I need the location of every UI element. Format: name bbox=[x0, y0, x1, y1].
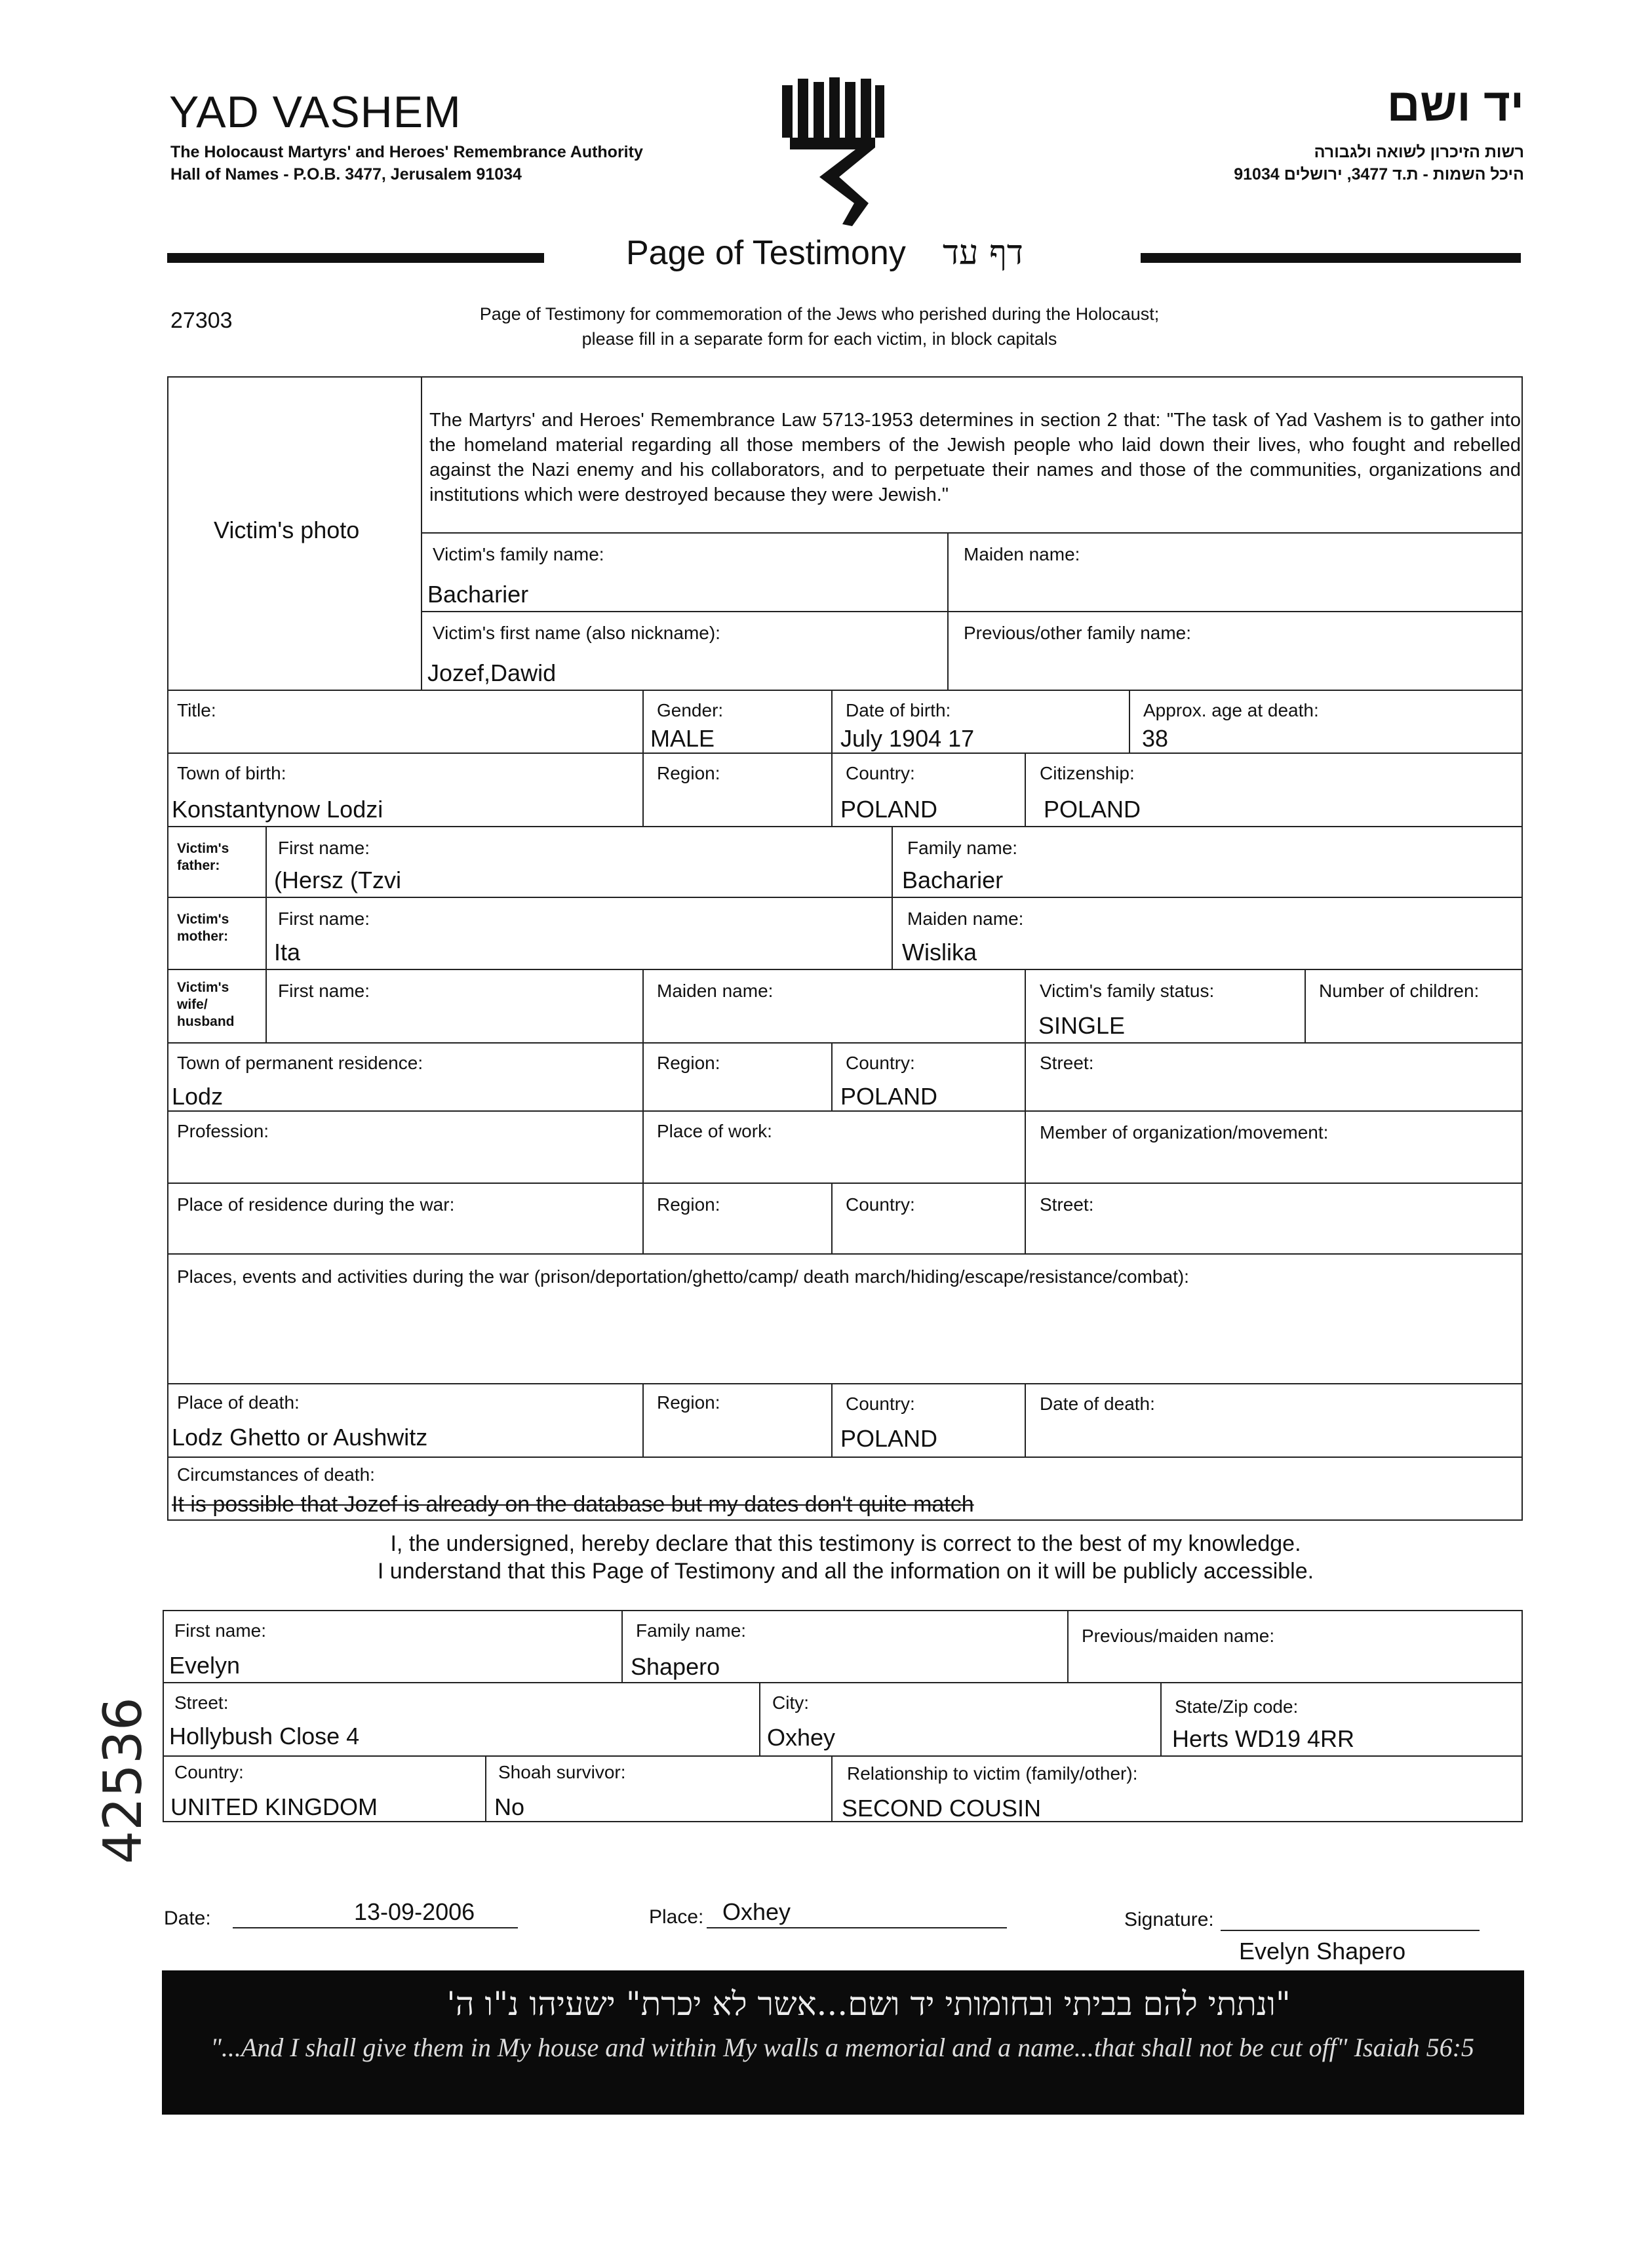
signature-underline bbox=[1221, 1930, 1480, 1931]
war-region-label: Region: bbox=[657, 1194, 720, 1215]
death-date-label: Date of death: bbox=[1040, 1394, 1155, 1414]
country-birth-label: Country: bbox=[846, 763, 915, 783]
family-status-label: Victim's family status: bbox=[1040, 981, 1215, 1001]
submitter-country-label: Country: bbox=[174, 1762, 244, 1782]
mother-maiden-label: Maiden name: bbox=[907, 909, 1024, 929]
place-label: Place: bbox=[649, 1906, 704, 1928]
submitter-first-value[interactable]: Evelyn bbox=[169, 1652, 241, 1679]
war-street-label: Street: bbox=[1040, 1194, 1094, 1215]
family-name-value[interactable]: Bacharier bbox=[427, 581, 529, 608]
father-family-label: Family name: bbox=[907, 838, 1018, 858]
org-name-he: יד ושם bbox=[1386, 79, 1524, 130]
declaration-line-2: I understand that this Page of Testimony and all the information on it will be publicly accessible. bbox=[377, 1559, 1314, 1584]
submitter-state-value[interactable]: Herts WD19 4RR bbox=[1172, 1725, 1355, 1752]
member-org-label: Member of organization/movement: bbox=[1040, 1122, 1329, 1143]
mother-side-label: Victim's mother: bbox=[177, 912, 229, 944]
page-title: Page of Testimony bbox=[626, 234, 906, 272]
father-side-label: Victim's father: bbox=[177, 841, 229, 873]
banner-quote-en: "...And I shall give them in My house and within My walls a memorial and a name...that shall not be cut off" Isaiah 56:5 bbox=[210, 2033, 1474, 2062]
submitter-state-label: State/Zip code: bbox=[1175, 1696, 1299, 1717]
dob-label: Date of birth: bbox=[846, 700, 951, 720]
remembrance-law-text: The Martyrs' and Heroes' Remembrance Law 5713-1953 determines in section 2 that: "The task of Yad Vashem is to gather into the homeland material regarding all those members of the Jewish people who laid down their lives, who fought and rebelled against the Nazi enemy and his collaborators, and to perpetuate their names and those of the communities, organizations and institutions which were destroyed because they were Jewish." bbox=[429, 410, 1521, 505]
father-family-value[interactable]: Bacharier bbox=[902, 867, 1004, 893]
banner-quote-he: "ונתתי להם בביתי ובחומותי יד ושם...אשר לא יכרת" ישעיהו נ"ו ה' bbox=[446, 1985, 1291, 2023]
death-region-label: Region: bbox=[657, 1392, 720, 1413]
gender-value[interactable]: MALE bbox=[650, 725, 715, 752]
place-value[interactable]: Oxhey bbox=[722, 1898, 791, 1925]
dob-value[interactable]: July 1904 17 bbox=[840, 725, 975, 752]
circumstances-value[interactable]: It is possible that Jozef is already on the database but my dates don't quite match bbox=[172, 1492, 974, 1517]
org-subtitle-en: The Holocaust Martyrs' and Heroes' Remembrance Authority bbox=[170, 143, 643, 161]
submitter-country-value[interactable]: UNITED KINGDOM bbox=[170, 1793, 378, 1820]
org-subtitle-he: רשות הזיכרון לשואה ולגבורה bbox=[1314, 143, 1524, 161]
maiden-name-label: Maiden name: bbox=[964, 544, 1080, 564]
death-place-label: Place of death: bbox=[177, 1392, 300, 1413]
death-place-value[interactable]: Lodz Ghetto or Aushwitz bbox=[172, 1424, 428, 1451]
gender-label: Gender: bbox=[657, 700, 724, 720]
war-country-label: Country: bbox=[846, 1194, 915, 1215]
residence-town-label: Town of permanent residence: bbox=[177, 1053, 423, 1073]
residence-country-label: Country: bbox=[846, 1053, 915, 1073]
town-birth-value[interactable]: Konstantynow Lodzi bbox=[172, 796, 383, 823]
submitter-street-label: Street: bbox=[174, 1692, 229, 1713]
citizenship-label: Citizenship: bbox=[1040, 763, 1135, 783]
war-residence-label: Place of residence during the war: bbox=[177, 1194, 455, 1215]
town-birth-label: Town of birth: bbox=[177, 763, 286, 783]
place-of-work-label: Place of work: bbox=[657, 1121, 772, 1141]
menorah-logo-icon bbox=[777, 72, 888, 229]
submitter-street-value[interactable]: Hollybush Close 4 bbox=[169, 1723, 360, 1750]
country-birth-value[interactable]: POLAND bbox=[840, 796, 938, 823]
prev-family-name-label: Previous/other family name: bbox=[964, 623, 1192, 643]
profession-label: Profession: bbox=[177, 1121, 269, 1141]
declaration-line-1: I, the undersigned, hereby declare that this testimony is correct to the best of my knowledge. bbox=[390, 1531, 1301, 1556]
submitter-first-label: First name: bbox=[174, 1620, 267, 1641]
death-country-value[interactable]: POLAND bbox=[840, 1425, 938, 1452]
title-rule-left bbox=[167, 253, 544, 263]
org-address-en: Hall of Names - P.O.B. 3477, Jerusalem 91034 bbox=[170, 165, 522, 184]
region-birth-label: Region: bbox=[657, 763, 720, 783]
residence-region-label: Region: bbox=[657, 1053, 720, 1073]
events-label: Places, events and activities during the war (prison/deportation/ghetto/camp/ death march/hiding/escape/resistance/combat): bbox=[177, 1266, 1189, 1287]
date-label: Date: bbox=[164, 1907, 211, 1929]
signature-value[interactable]: Evelyn Shapero bbox=[1239, 1938, 1406, 1965]
father-first-value[interactable]: (Hersz (Tzvi bbox=[274, 867, 401, 893]
org-address-he: היכל השמות - ת.ד 3477, ירושלים 91034 bbox=[1234, 165, 1524, 184]
father-first-label: First name: bbox=[278, 838, 370, 858]
signature-label: Signature: bbox=[1124, 1909, 1214, 1930]
residence-country-value[interactable]: POLAND bbox=[840, 1083, 938, 1110]
spouse-maiden-label: Maiden name: bbox=[657, 981, 774, 1001]
date-underline bbox=[233, 1927, 518, 1928]
mother-maiden-value[interactable]: Wislika bbox=[902, 939, 977, 966]
title-label: Title: bbox=[177, 700, 216, 720]
submitter-prev-label: Previous/maiden name: bbox=[1082, 1626, 1275, 1646]
family-status-value[interactable]: SINGLE bbox=[1038, 1012, 1126, 1039]
declaration bbox=[170, 1530, 1521, 1585]
age-value[interactable]: 38 bbox=[1142, 725, 1169, 752]
citizenship-value[interactable]: POLAND bbox=[1044, 796, 1141, 823]
submitter-family-label: Family name: bbox=[636, 1620, 747, 1641]
instructions-line-1: Page of Testimony for commemoration of the Jews who perished during the Holocaust; bbox=[479, 304, 1160, 324]
circumstances-label: Circumstances of death: bbox=[177, 1464, 375, 1485]
family-name-label: Victim's family name: bbox=[433, 544, 604, 564]
survivor-label: Shoah survivor: bbox=[498, 1762, 626, 1782]
submitter-family-value[interactable]: Shapero bbox=[631, 1653, 720, 1680]
victim-photo-label: Victim's photo bbox=[214, 517, 360, 543]
submitter-city-label: City: bbox=[772, 1692, 809, 1713]
mother-first-label: First name: bbox=[278, 909, 370, 929]
date-value[interactable]: 13-09-2006 bbox=[354, 1898, 475, 1925]
page-title-he: דף עד bbox=[943, 233, 1023, 273]
first-name-value[interactable]: Jozef,Dawid bbox=[427, 659, 557, 686]
mother-first-value[interactable]: Ita bbox=[274, 939, 301, 966]
first-name-label: Victim's first name (also nickname): bbox=[433, 623, 720, 643]
death-country-label: Country: bbox=[846, 1394, 915, 1414]
submitter-city-value[interactable]: Oxhey bbox=[767, 1724, 836, 1751]
relationship-label: Relationship to victim (family/other): bbox=[847, 1763, 1138, 1784]
children-label: Number of children: bbox=[1319, 981, 1480, 1001]
relationship-value[interactable]: SECOND COUSIN bbox=[842, 1795, 1042, 1822]
title-rule-right bbox=[1141, 253, 1521, 263]
side-handwritten-number: 42536 bbox=[92, 1697, 153, 1864]
place-underline bbox=[707, 1927, 1007, 1928]
age-label: Approx. age at death: bbox=[1143, 700, 1319, 720]
org-name-en: YAD VASHEM bbox=[169, 87, 461, 137]
survivor-value[interactable]: No bbox=[494, 1793, 525, 1820]
document-number: 27303 bbox=[170, 308, 233, 333]
spouse-first-label: First name: bbox=[278, 981, 370, 1001]
residence-street-label: Street: bbox=[1040, 1053, 1094, 1073]
instructions-line-2: please fill in a separate form for each victim, in block capitals bbox=[581, 329, 1057, 349]
instructions bbox=[393, 302, 1246, 351]
spouse-side-label: Victim's wife/ husband bbox=[177, 980, 235, 1029]
residence-town-value[interactable]: Lodz bbox=[172, 1083, 224, 1110]
